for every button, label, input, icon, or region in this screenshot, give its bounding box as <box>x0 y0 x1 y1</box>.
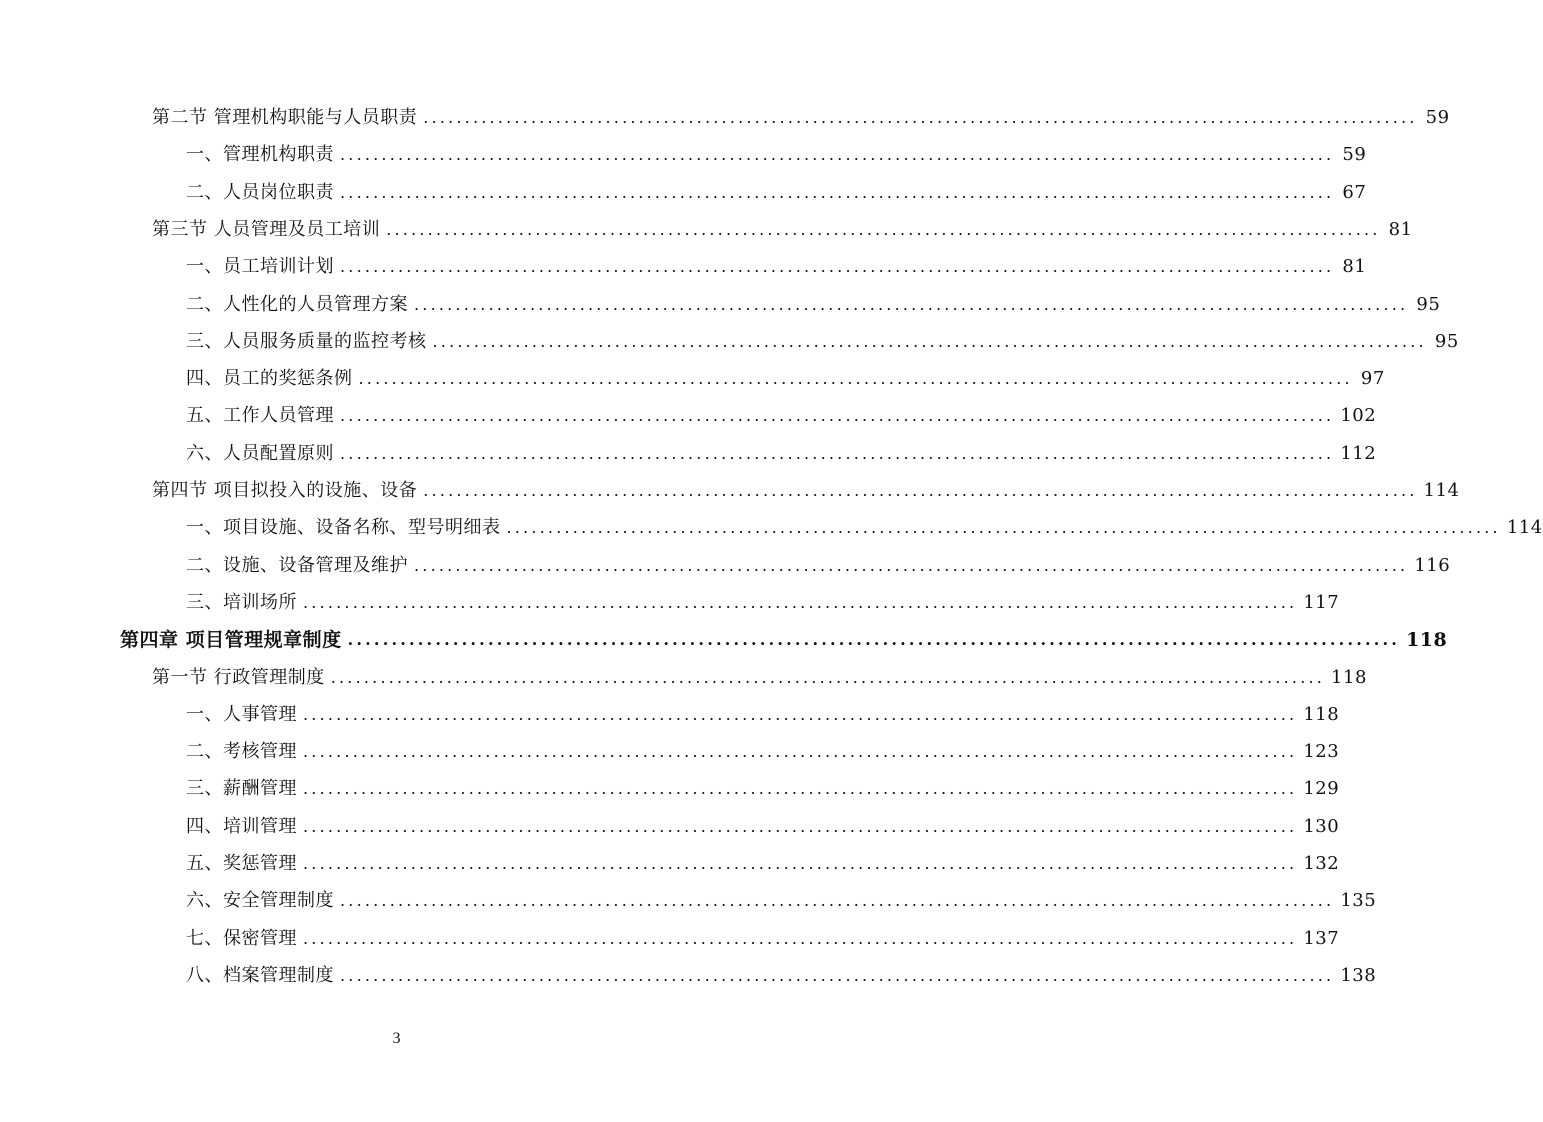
toc-dot-leader: ........................................................................................................................ <box>303 704 1298 724</box>
toc-dot-leader: ........................................................................................................................ <box>414 294 1409 314</box>
toc-entry-label: 四、培训管理 <box>186 815 297 837</box>
toc-entry-label: 一、人事管理 <box>186 703 297 725</box>
toc-entry[interactable] <box>186 137 1367 167</box>
toc-entry-page: 59 <box>1425 107 1450 128</box>
toc-entry-label: 二、人员岗位职责 <box>186 181 334 203</box>
toc-entry-label: 三、薪酬管理 <box>186 778 297 800</box>
toc-entry-label: 二、人性化的人员管理方案 <box>186 293 408 315</box>
toc-dot-leader: ........................................................................................................................ <box>303 928 1298 948</box>
toc-entry[interactable] <box>152 100 1450 130</box>
toc-entry-page: 95 <box>1434 330 1459 352</box>
toc-entry-label: 八、档案管理制度 <box>186 964 334 986</box>
toc-dot-leader: ........................................................................................................................ <box>506 518 1501 538</box>
toc-entry[interactable] <box>186 958 1377 988</box>
toc-entry-page: 123 <box>1303 741 1340 763</box>
toc-entry-label: 一、项目设施、设备名称、型号明细表 <box>186 517 501 539</box>
toc-entry-page: 129 <box>1303 778 1340 800</box>
toc-entry-page: 132 <box>1303 853 1340 874</box>
toc-entry-page: 102 <box>1340 405 1377 427</box>
toc-dot-leader: ........................................................................................................................ <box>340 443 1335 463</box>
toc-entry-label: 三、人员服务质量的监控考核 <box>186 330 427 352</box>
toc-entry-label: 第四节 项目拟投入的设施、设备 <box>152 480 418 501</box>
toc-entry[interactable] <box>186 734 1340 764</box>
toc-entry-label: 二、设施、设备管理及维护 <box>186 554 408 576</box>
toc-entry[interactable] <box>152 212 1413 242</box>
toc-dot-leader: ........................................................................................................................ <box>358 369 1353 389</box>
toc-entry[interactable] <box>186 585 1340 615</box>
toc-entry-label: 二、考核管理 <box>186 741 297 763</box>
toc-dot-leader: ........................................................................................................................ <box>386 219 1381 239</box>
toc-dot-leader: ........................................................................................................................ <box>423 108 1418 127</box>
toc-entry-label: 第二节 管理机构职能与人员职责 <box>152 107 418 128</box>
toc-entry[interactable] <box>186 361 1385 391</box>
toc-entry-page: 130 <box>1303 815 1340 837</box>
toc-entry-page: 118 <box>1331 666 1367 688</box>
toc-dot-leader: ........................................................................................................................ <box>347 630 1401 650</box>
toc-entry-page: 59 <box>1342 144 1367 166</box>
toc-entry[interactable] <box>186 846 1340 876</box>
toc-entry[interactable] <box>152 660 1367 690</box>
toc-entry-label: 六、人员配置原则 <box>186 442 334 464</box>
toc-entry[interactable] <box>186 287 1441 317</box>
toc-entry-page: 118 <box>1406 629 1448 652</box>
toc-entry[interactable] <box>186 175 1367 205</box>
toc-entry-page: 118 <box>1303 703 1340 725</box>
toc-dot-leader: ........................................................................................................................ <box>303 779 1298 799</box>
toc-entry[interactable] <box>186 398 1377 428</box>
toc-entry-label: 第一节 行政管理制度 <box>152 666 325 688</box>
toc-entry[interactable] <box>186 548 1451 578</box>
toc-entry-page: 135 <box>1340 890 1377 912</box>
toc-entry[interactable] <box>186 436 1377 466</box>
toc-entry[interactable] <box>152 473 1460 503</box>
toc-entry[interactable] <box>186 249 1367 279</box>
toc-entry-page: 116 <box>1414 554 1451 576</box>
toc-dot-leader: ........................................................................................................................ <box>340 182 1335 202</box>
toc-entry-label: 五、奖惩管理 <box>186 853 297 874</box>
toc-dot-leader: ........................................................................................................................ <box>423 481 1418 500</box>
toc-entry[interactable] <box>186 921 1340 951</box>
toc-entry-page: 138 <box>1340 964 1377 986</box>
toc-entry-label: 七、保密管理 <box>186 927 297 949</box>
toc-entry-label: 五、工作人员管理 <box>186 405 334 427</box>
toc-dot-leader: ........................................................................................................................ <box>303 742 1298 762</box>
page-number: 3 <box>392 1030 401 1047</box>
toc-entry-page: 117 <box>1303 591 1340 613</box>
toc-entry[interactable] <box>186 324 1459 354</box>
toc-entry-label: 第四章 项目管理规章制度 <box>120 629 342 652</box>
toc-entry-label: 一、员工培训计划 <box>186 256 334 278</box>
toc-entry-label: 六、安全管理制度 <box>186 890 334 912</box>
toc-dot-leader: ........................................................................................................................ <box>340 257 1335 277</box>
toc-entry-label: 四、员工的奖惩条例 <box>186 368 353 390</box>
toc-entry[interactable] <box>120 622 1448 652</box>
toc-entry-page: 114 <box>1506 517 1543 539</box>
toc-entry[interactable] <box>186 883 1377 913</box>
toc-dot-leader: ........................................................................................................................ <box>340 145 1335 165</box>
toc-dot-leader: ........................................................................................................................ <box>340 965 1335 985</box>
toc-dot-leader: ........................................................................................................................ <box>330 667 1326 687</box>
toc-dot-leader: ........................................................................................................................ <box>432 331 1427 351</box>
toc-entry-label: 三、培训场所 <box>186 591 297 613</box>
toc-entry-page: 95 <box>1416 293 1441 315</box>
toc-entry[interactable] <box>186 510 1543 540</box>
toc-dot-leader: ........................................................................................................................ <box>303 592 1298 612</box>
toc-dot-leader: ........................................................................................................................ <box>340 406 1335 426</box>
toc-entry[interactable] <box>186 697 1340 727</box>
toc-dot-leader: ........................................................................................................................ <box>414 555 1409 575</box>
toc-entry-page: 67 <box>1342 181 1367 203</box>
toc-entry-page: 114 <box>1423 480 1460 501</box>
toc-entry-label: 一、管理机构职责 <box>186 144 334 166</box>
toc-entry-page: 97 <box>1360 368 1385 390</box>
toc-dot-leader: ........................................................................................................................ <box>303 816 1298 836</box>
toc-entry[interactable] <box>186 771 1340 801</box>
toc-entry-page: 137 <box>1303 927 1340 949</box>
toc-entry-page: 112 <box>1340 442 1377 464</box>
toc-entry[interactable] <box>186 809 1340 839</box>
toc-dot-leader: ........................................................................................................................ <box>303 854 1298 873</box>
toc-dot-leader: ........................................................................................................................ <box>340 891 1335 911</box>
toc-entry-label: 第三节 人员管理及员工培训 <box>152 218 381 240</box>
toc-entry-page: 81 <box>1342 256 1367 278</box>
toc-entry-page: 81 <box>1388 218 1413 240</box>
